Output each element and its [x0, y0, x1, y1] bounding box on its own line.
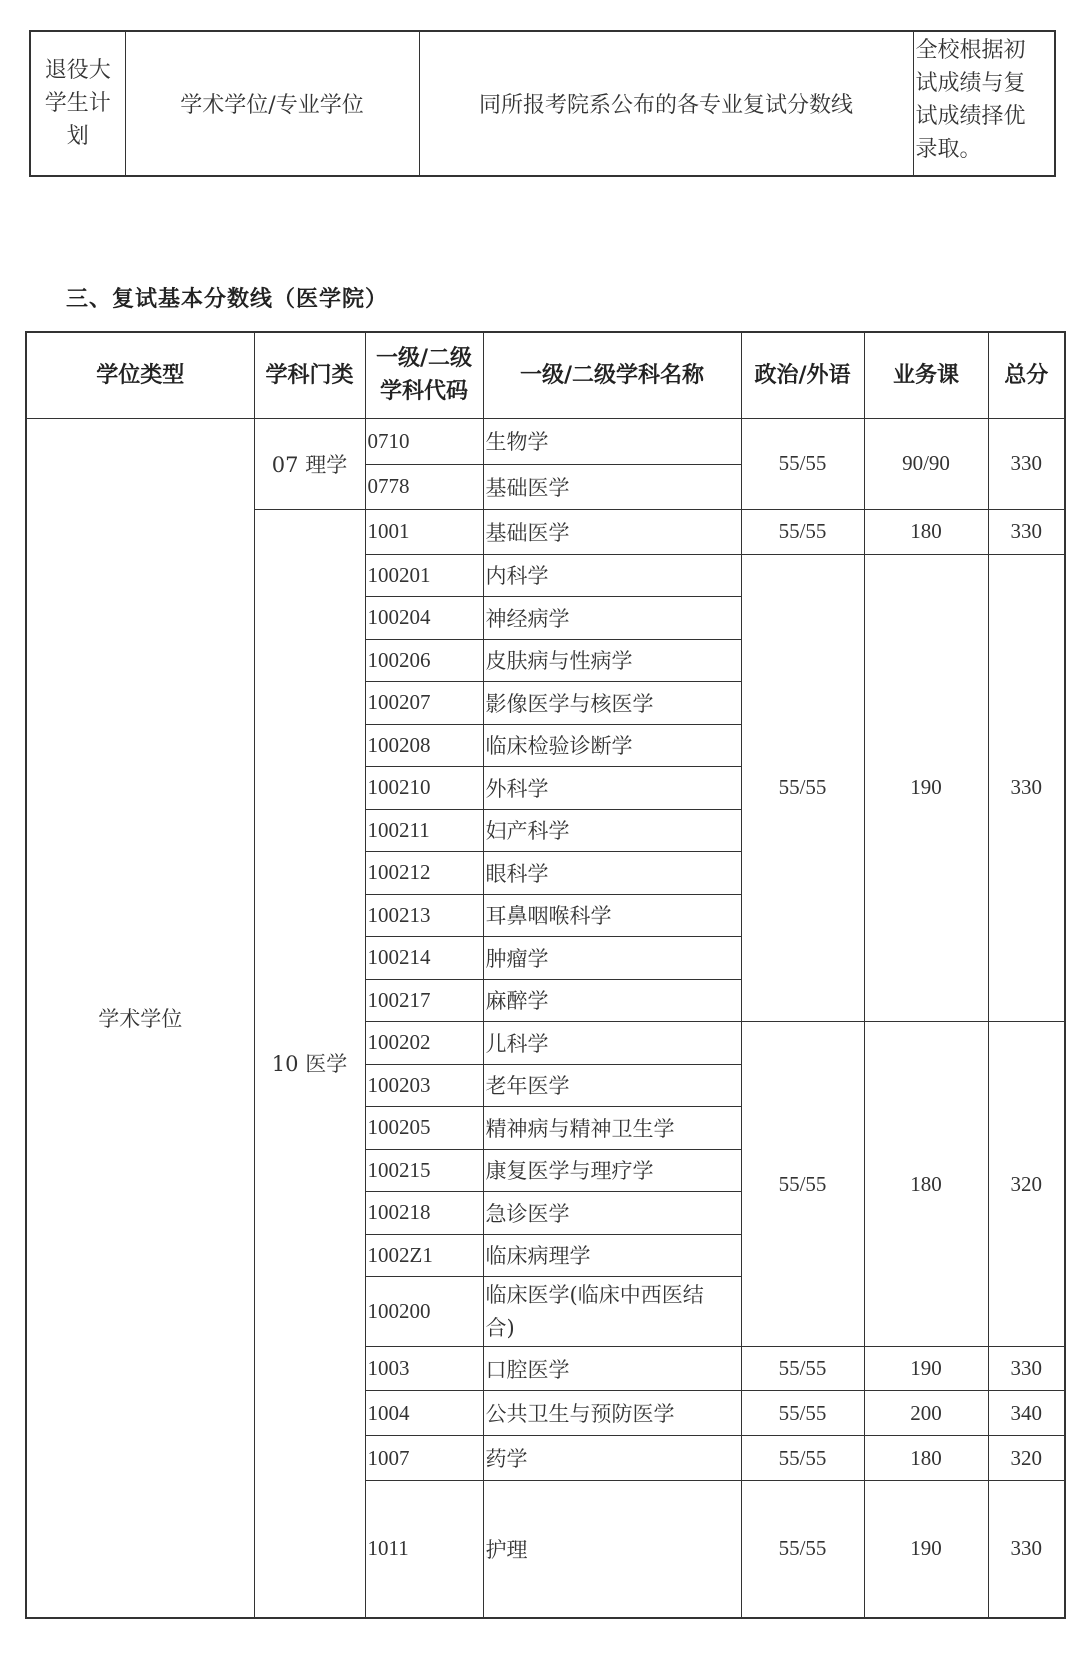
header-politics-lang: 政治/外语	[741, 332, 864, 418]
code-cell: 100205	[365, 1107, 483, 1150]
total-cell: 330	[988, 554, 1065, 1022]
code-cell: 0778	[365, 464, 483, 509]
major-cell: 190	[864, 1347, 988, 1391]
name-cell: 生物学	[483, 418, 741, 464]
name-cell: 耳鼻咽喉科学	[483, 894, 741, 937]
header-degree-type: 学位类型	[26, 332, 254, 418]
name-cell: 影像医学与核医学	[483, 682, 741, 725]
table-row	[26, 418, 1065, 464]
code-cell: 100201	[365, 554, 483, 597]
code-cell: 100202	[365, 1022, 483, 1065]
name-cell: 急诊医学	[483, 1192, 741, 1235]
header-major: 业务课	[864, 332, 988, 418]
name-cell: 口腔医学	[483, 1347, 741, 1391]
header-category: 学科门类	[254, 332, 365, 418]
plan-degree-cell: 学术学位/专业学位	[125, 31, 419, 176]
major-cell: 180	[864, 1436, 988, 1481]
code-cell: 1002Z1	[365, 1234, 483, 1277]
name-cell: 药学	[483, 1436, 741, 1481]
code-cell: 100206	[365, 639, 483, 682]
major-cell: 180	[864, 509, 988, 554]
code-cell: 100214	[365, 937, 483, 980]
plan-line-cell: 同所报考院系公布的各专业复试分数线	[419, 31, 913, 176]
name-cell: 麻醉学	[483, 979, 741, 1022]
name-cell: 精神病与精神卫生学	[483, 1107, 741, 1150]
name-cell: 神经病学	[483, 597, 741, 640]
major-cell: 200	[864, 1391, 988, 1436]
code-cell: 100208	[365, 724, 483, 767]
code-cell: 100212	[365, 852, 483, 895]
plan-name-cell: 退役大 学生计 划	[30, 31, 125, 176]
politics-lang-cell: 55/55	[741, 554, 864, 1022]
name-cell: 妇产科学	[483, 809, 741, 852]
name-cell: 临床医学(临床中西医结 合)	[483, 1277, 741, 1347]
code-cell: 100210	[365, 767, 483, 810]
name-cell: 基础医学	[483, 509, 741, 554]
politics-lang-cell: 55/55	[741, 1481, 864, 1618]
major-cell: 190	[864, 554, 988, 1022]
politics-lang-cell: 55/55	[741, 1436, 864, 1481]
code-cell: 1001	[365, 509, 483, 554]
name-cell: 临床检验诊断学	[483, 724, 741, 767]
name-cell: 护理	[483, 1481, 741, 1618]
name-cell: 基础医学	[483, 464, 741, 509]
politics-lang-cell: 55/55	[741, 1022, 864, 1347]
code-cell: 100215	[365, 1149, 483, 1192]
name-cell: 儿科学	[483, 1022, 741, 1065]
code-cell: 100217	[365, 979, 483, 1022]
name-cell: 康复医学与理疗学	[483, 1149, 741, 1192]
code-cell: 100213	[365, 894, 483, 937]
header-row	[26, 332, 1065, 418]
total-cell: 330	[988, 1481, 1065, 1618]
code-cell: 1007	[365, 1436, 483, 1481]
total-cell: 340	[988, 1391, 1065, 1436]
name-cell: 肿瘤学	[483, 937, 741, 980]
name-cell: 外科学	[483, 767, 741, 810]
veterans-plan-table	[29, 30, 1056, 177]
total-cell: 330	[988, 509, 1065, 554]
major-cell: 90/90	[864, 418, 988, 509]
code-cell: 0710	[365, 418, 483, 464]
plan-note-cell: 全校根据初 试成绩与复 试成绩择优 录取。	[913, 31, 1055, 176]
total-cell: 330	[988, 418, 1065, 509]
major-cell: 190	[864, 1481, 988, 1618]
name-cell: 皮肤病与性病学	[483, 639, 741, 682]
politics-lang-cell: 55/55	[741, 1391, 864, 1436]
name-cell: 眼科学	[483, 852, 741, 895]
header-total: 总分	[988, 332, 1065, 418]
major-cell: 180	[864, 1022, 988, 1347]
politics-lang-cell: 55/55	[741, 509, 864, 554]
degree-type-cell: 学术学位	[26, 418, 254, 1618]
code-cell: 1011	[365, 1481, 483, 1618]
category-cell: 10 医学	[254, 509, 365, 1618]
code-cell: 1004	[365, 1391, 483, 1436]
header-name: 一级/二级学科名称	[483, 332, 741, 418]
name-cell: 临床病理学	[483, 1234, 741, 1277]
code-cell: 100211	[365, 809, 483, 852]
total-cell: 320	[988, 1436, 1065, 1481]
section-title: 三、复试基本分数线（医学院）	[66, 287, 389, 312]
name-cell: 内科学	[483, 554, 741, 597]
code-cell: 100218	[365, 1192, 483, 1235]
code-cell: 100204	[365, 597, 483, 640]
retest-score-table	[25, 331, 1066, 1619]
politics-lang-cell: 55/55	[741, 1347, 864, 1391]
header-code: 一级/二级 学科代码	[365, 332, 483, 418]
category-cell: 07 理学	[254, 418, 365, 509]
code-cell: 100207	[365, 682, 483, 725]
name-cell: 老年医学	[483, 1064, 741, 1107]
code-cell: 100203	[365, 1064, 483, 1107]
total-cell: 330	[988, 1347, 1065, 1391]
code-cell: 1003	[365, 1347, 483, 1391]
code-cell: 100200	[365, 1277, 483, 1347]
politics-lang-cell: 55/55	[741, 418, 864, 509]
total-cell: 320	[988, 1022, 1065, 1347]
name-cell: 公共卫生与预防医学	[483, 1391, 741, 1436]
